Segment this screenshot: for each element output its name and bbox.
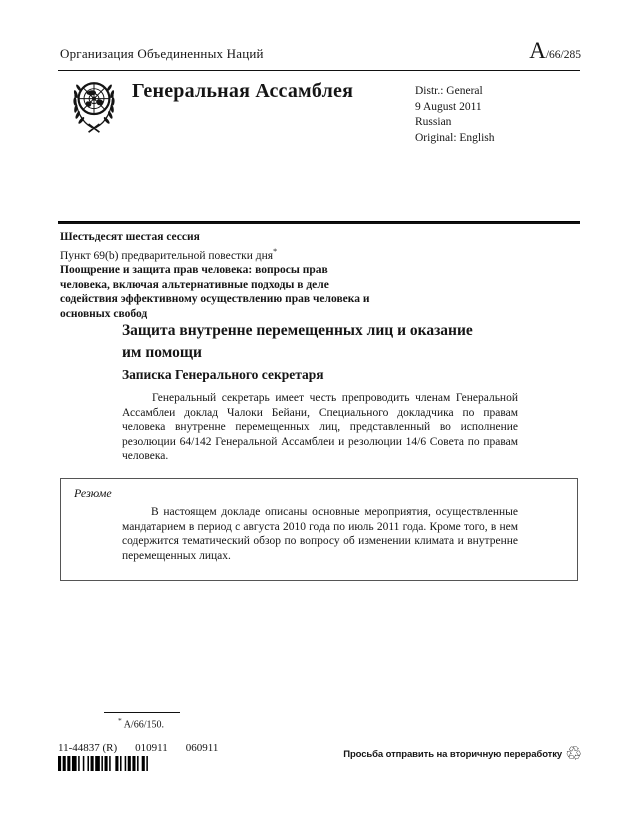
- job-number-line: [58, 742, 218, 754]
- distr-line: Distr.: General: [415, 85, 483, 97]
- section-rule: [58, 221, 580, 224]
- assembly-title: Генеральная Ассамблея: [132, 80, 354, 102]
- document-subtitle: Записка Генерального секретаря: [122, 367, 324, 382]
- barcode: [58, 756, 164, 771]
- body-paragraph: Генеральный секретарь имеет честь препроводить членам Генеральной Ассамблеи доклад Чалоки Бейани, Специального докладчика по правам человека внутренне перемещенных лиц, представленный во исполнение резолюции 64/142 Генеральной Ассамблеи и резолюции 14/6 Совета по правам человека.: [122, 392, 518, 463]
- distr-line: Russian: [415, 116, 452, 129]
- agenda-item-title: Поощрение и защита прав человека: вопросы прав человека, включая альтернативные подходы в деле содействия эффективному осуществлению прав человека и основных свобод: [60, 264, 370, 320]
- session-number: Шестьдесят шестая сессия: [60, 231, 200, 243]
- job-number: 11-44837 (R): [58, 742, 118, 754]
- summary-box: [60, 478, 578, 581]
- job-date-2: 060911: [185, 742, 219, 754]
- doc-symbol-number: /66/285: [545, 49, 581, 61]
- agenda-item-line: Пункт 69(b) предварительной повестки дня*: [60, 246, 278, 262]
- footnote-marker: *: [118, 716, 122, 725]
- header-rule: [58, 70, 580, 71]
- distr-line: 9 August 2011: [415, 100, 482, 113]
- recycle-text: Просьба отправить на вторичную переработку: [343, 749, 563, 760]
- recycle-icon: ♲: [565, 743, 582, 765]
- un-emblem-icon: [65, 75, 123, 135]
- doc-symbol-letter: A: [529, 38, 546, 63]
- recycle-note: [343, 745, 582, 764]
- footnote-marker: *: [273, 246, 278, 256]
- org-name: Организация Объединенных Наций: [60, 46, 264, 61]
- doc-symbol: [529, 38, 581, 64]
- distribution-block: [415, 84, 495, 146]
- job-date-1: 010911: [135, 742, 168, 754]
- footnote-rule: [104, 712, 180, 713]
- document-title: Защита внутренне перемещенных лиц и оказание им помощи: [122, 322, 473, 361]
- footnote: * A/66/150.: [118, 716, 164, 731]
- distr-line: Original: English: [415, 131, 495, 144]
- summary-label: Резюме: [74, 486, 112, 500]
- summary-text: В настоящем докладе описаны основные мероприятия, осуществленные мандатарием в период с августа 2010 года по июль 2011 года. Кроме того, в нем содержится тематический обзор по вопросу об изменении климата и внутренне перемещенных лицах.: [122, 506, 518, 562]
- session-block: [60, 230, 370, 321]
